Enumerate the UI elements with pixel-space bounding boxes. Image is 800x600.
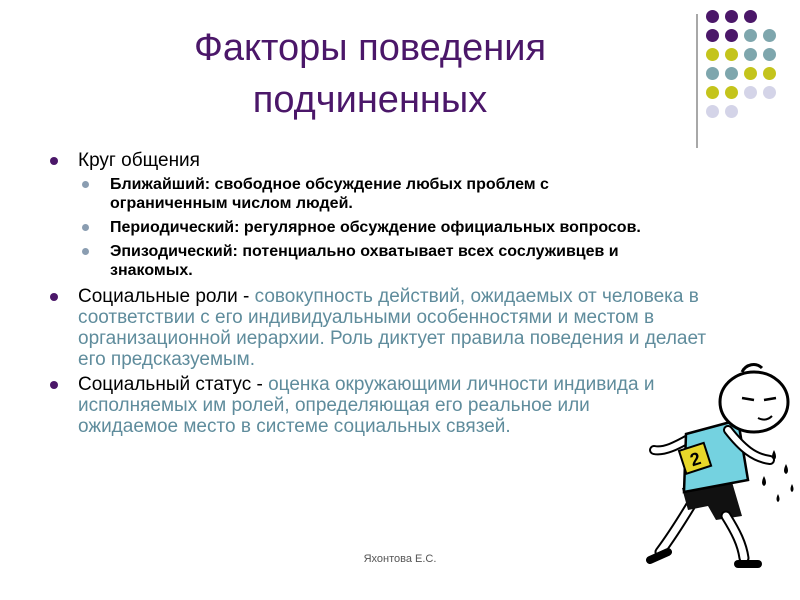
decor-dot: [744, 29, 757, 42]
title-line-2: подчиненных: [252, 79, 488, 121]
bullet-circle-of-communication: [46, 150, 726, 171]
decor-dot: [725, 67, 738, 80]
bullet-rest-text: совокупность действий, ожидаемых от человека в соответствии с его индивидуальными особенностями и местом в организационной иерархии. Роль диктует правила поведения и делает его предсказуемым.: [78, 286, 707, 370]
bullet-dot-icon: [50, 381, 58, 389]
sub-bullet-text: Ближайший: свободное обсуждение любых проблем с ограниченным числом людей.: [110, 176, 549, 212]
sub-bullet-text: Периодический: регулярное обсуждение официальных вопросов.: [110, 219, 641, 236]
bullet-dot-icon: [50, 293, 58, 301]
sub-bullet-periodic: [46, 218, 670, 237]
sub-bullet-dot-icon: [82, 224, 89, 231]
title-line-1: Факторы поведения: [193, 27, 547, 69]
decor-dot: [725, 48, 738, 61]
decor-dot: [725, 10, 738, 23]
decor-dot: [744, 67, 757, 80]
decor-dot: [706, 29, 719, 42]
decor-dot: [763, 67, 776, 80]
bullet-lead-text: Социальные роли -: [78, 286, 255, 307]
decor-dot: [744, 48, 757, 61]
runner-bib-number: 2: [687, 448, 704, 471]
sub-bullet-text: Эпизодический: потенциально охватывает всех сослуживцев и знакомых.: [110, 243, 619, 279]
decor-dot: [706, 86, 719, 99]
decor-dot: [706, 10, 719, 23]
slide-body: [46, 150, 726, 441]
sub-bullet-dot-icon: [82, 248, 89, 255]
decor-dot-grid: [706, 10, 782, 132]
runner-cartoon-icon: [646, 360, 798, 572]
slide-title: [120, 22, 620, 126]
sub-bullet-dot-icon: [82, 181, 89, 188]
bullet-social-roles: [46, 286, 718, 370]
decor-dot: [763, 48, 776, 61]
bullet-dot-icon: [50, 157, 58, 165]
decor-dot: [763, 86, 776, 99]
bullet-lead-text: Социальный статус -: [78, 374, 269, 395]
bullet-rest-text: оценка окружающими личности индивида и исполняемых им ролей, определяющая его реальное или ожидаемое место в системе социальных связей.: [78, 374, 655, 437]
decor-dot: [744, 10, 757, 23]
decor-divider-line: [696, 14, 698, 148]
decor-dot: [706, 67, 719, 80]
sub-bullet-episodic: [46, 242, 670, 280]
sub-bullet-list: [46, 175, 726, 280]
decor-dot: [763, 29, 776, 42]
bullet-text: Круг общения: [78, 150, 200, 171]
page-number: 5: [740, 553, 747, 565]
decor-dot: [725, 105, 738, 118]
bullet-social-status: [46, 374, 678, 437]
decor-dot: [706, 48, 719, 61]
decor-dot: [706, 105, 719, 118]
decor-dot: [725, 29, 738, 42]
decor-dot: [725, 86, 738, 99]
sub-bullet-closest: [46, 175, 670, 213]
decor-dot: [744, 86, 757, 99]
footer-author: Яхонтова Е.С.: [363, 553, 437, 565]
